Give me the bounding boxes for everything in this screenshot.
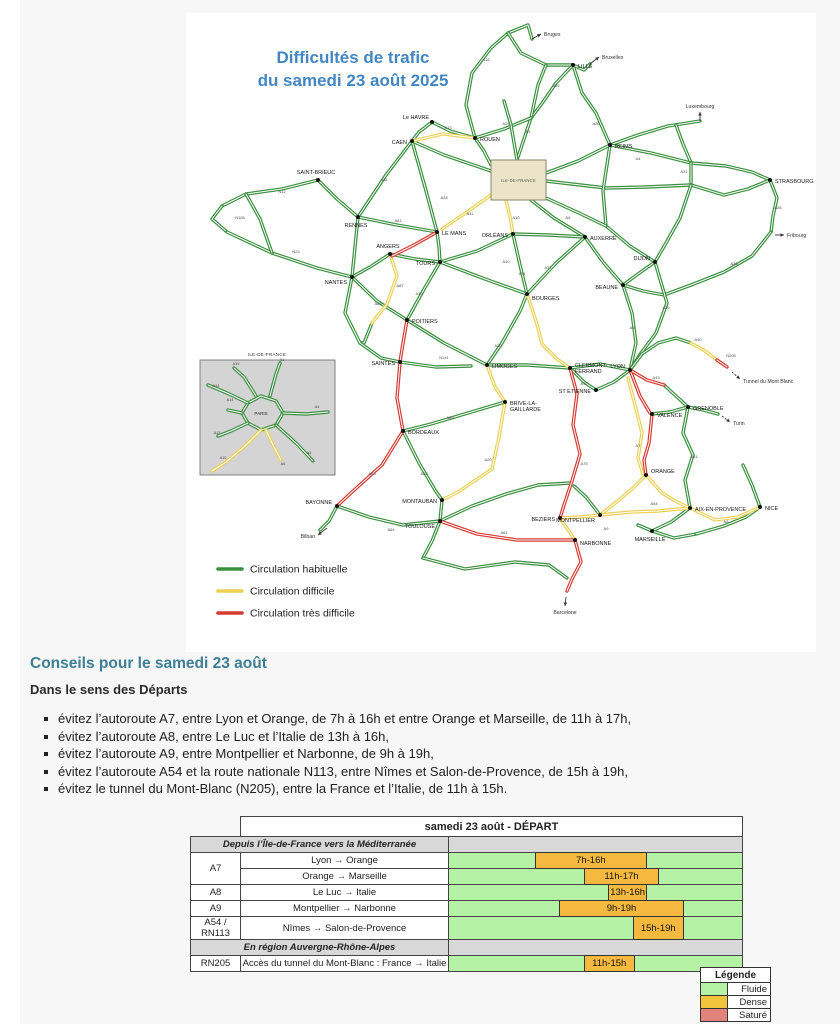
road-core <box>717 360 727 367</box>
road-number-label: A4 <box>635 156 641 161</box>
city-dot <box>571 63 575 67</box>
road-number-label: A29 <box>502 121 510 126</box>
city-label: ORANGE <box>651 469 675 475</box>
road-core <box>527 294 570 368</box>
table-date-header: samedi 23 août - DÉPART <box>241 817 743 837</box>
road-number-label: A20 <box>484 457 492 462</box>
external-arrow-icon <box>722 416 730 422</box>
city-dot <box>583 235 587 239</box>
dense-period-label: 11h-15h <box>592 958 627 969</box>
road-core <box>664 232 771 295</box>
journey-cell: Nîmes → Salon-de-Provence <box>241 917 449 940</box>
road-number-label: A10 <box>415 291 423 296</box>
city-dot <box>568 366 572 370</box>
external-destination-label: Luxembourg <box>685 104 715 110</box>
city-dot <box>688 506 692 510</box>
city-label: TOULOUSE <box>404 524 435 530</box>
route-cell: A54 / RN113 <box>191 917 241 940</box>
road <box>487 294 527 365</box>
road <box>440 483 571 521</box>
inset-paris-label: PARIS <box>254 411 268 416</box>
city-label: BEZIERS <box>531 517 555 523</box>
external-arrow-icon <box>590 57 599 64</box>
road-number-label: A61 <box>500 530 508 535</box>
dense-period-block <box>559 900 684 917</box>
city-dot <box>356 215 360 219</box>
road-number-label: A6 <box>629 325 635 330</box>
road <box>487 365 505 402</box>
road <box>691 163 770 180</box>
road-number-label: A10 <box>502 259 510 264</box>
road-number-label: A36 <box>730 261 738 266</box>
road-number-label: A40 <box>694 337 702 342</box>
advice-bullet: évitez l’autoroute A7, entre Lyon et Orange, de 7h à 16h et entre Orange et Marseille, de 11h à 17h, <box>44 710 800 728</box>
road <box>664 232 771 295</box>
road-number-label: A81 <box>394 218 402 223</box>
city-label: LYON <box>610 364 625 370</box>
road-core <box>440 483 571 521</box>
table-row <box>191 901 743 917</box>
city-dot <box>485 363 489 367</box>
map-title <box>222 47 484 93</box>
table-legend-label: Saturé <box>728 1009 771 1022</box>
city-label: TOURS <box>415 261 435 267</box>
city-dot <box>438 260 442 264</box>
road-number-label: A63 <box>368 471 376 476</box>
table-legend <box>700 967 771 1022</box>
road-number-label: N24 <box>292 249 300 254</box>
road-number-label: N205 <box>726 353 736 358</box>
road-core <box>222 180 318 206</box>
table-legend-swatch <box>701 996 728 1009</box>
city-label: NICE <box>765 506 779 512</box>
city-label: MONTAUBAN <box>402 499 437 505</box>
road-number-label: A87 <box>396 283 404 288</box>
inset-road-label: A1 <box>279 358 285 362</box>
city-dot <box>401 429 405 433</box>
table-legend-swatch <box>701 1009 728 1022</box>
city-label: ANGERS <box>376 244 400 250</box>
inset-road-label: A14 <box>226 398 234 402</box>
dense-period-label: 11h-17h <box>604 871 639 882</box>
city-dot <box>653 260 657 264</box>
road-number-label: A13 <box>444 125 452 130</box>
road <box>227 232 352 277</box>
road <box>508 33 573 65</box>
table-row <box>191 956 743 972</box>
city-dot <box>768 178 772 182</box>
city-dot <box>438 519 442 523</box>
table-legend-label: Dense <box>728 996 771 1009</box>
external-destination-label: Bilbao <box>300 534 315 540</box>
city-dot <box>628 368 632 372</box>
map-title-line1: Difficultés de trafic <box>276 48 430 67</box>
road <box>691 180 770 195</box>
city-dot <box>644 473 648 477</box>
road-core <box>623 262 655 285</box>
inset-road-label: A5 <box>306 451 312 455</box>
road-number-label: A71 <box>518 271 526 276</box>
city-label: LE MANS <box>442 231 467 237</box>
road-number-label: A25 <box>552 83 560 88</box>
city-label: REIMS <box>615 144 633 150</box>
road-core <box>517 65 573 160</box>
city-dot <box>388 252 392 256</box>
road <box>320 506 337 530</box>
timeline-cell <box>449 869 743 885</box>
city-label: MONTPELLIER <box>556 518 595 524</box>
city-label: CAEN <box>391 140 407 146</box>
table-row <box>191 869 743 885</box>
road-core <box>513 234 527 294</box>
road-number-label: A16 <box>482 57 490 62</box>
road <box>546 181 691 188</box>
inset-road-label: A15 <box>232 362 240 366</box>
city-label: DIJON <box>633 256 650 262</box>
road <box>337 506 440 525</box>
road-number-label: N165 <box>235 215 245 220</box>
road-number-label: A9 <box>603 526 609 531</box>
city-dot <box>398 360 402 364</box>
road <box>397 362 403 431</box>
city-dot <box>758 505 762 509</box>
advice-bullet: évitez l’autoroute A54 et la route nationale N113, entre Nîmes et Salon-de-Provence, de 15h à 19h, <box>44 763 800 781</box>
table-legend-row <box>701 1009 771 1022</box>
road-core <box>440 262 527 294</box>
traffic-map-panel <box>186 13 816 652</box>
dense-period-label: 15h-19h <box>640 922 676 934</box>
external-destination-label: Bruxelles <box>602 55 624 61</box>
city-dot <box>350 275 354 279</box>
city-dot <box>598 513 602 517</box>
road-core <box>546 198 606 226</box>
table-row <box>191 885 743 901</box>
dense-period-block <box>535 852 647 869</box>
dense-period-label: 7h-16h <box>576 855 606 866</box>
idf-map-box-label: ILE-DE-FRANCE <box>501 178 536 183</box>
inset-road-label: A12 <box>213 431 221 435</box>
city-label: MARSEILLE <box>634 537 666 543</box>
city-label: AIX-EN-PROVENCE <box>695 507 747 513</box>
advice-bullet: évitez l’autoroute A9, entre Montpellier et Narbonne, de 9h à 19h, <box>44 745 800 763</box>
city-label: ORLÉANS <box>481 233 508 239</box>
city-dot <box>594 388 598 392</box>
city-dot <box>410 139 414 143</box>
city-label: Le HAVRE <box>402 115 429 121</box>
city-label: LILLE <box>578 64 593 70</box>
timeline-cell <box>449 853 743 869</box>
city-dot <box>573 538 577 542</box>
road-number-label: A51 <box>690 454 698 459</box>
table-legend-row <box>701 996 771 1009</box>
city-dot <box>335 504 339 508</box>
timeline-cell <box>449 917 743 940</box>
road-number-label: A28 <box>440 195 448 200</box>
table-section-label: En région Auvergne-Rhône-Alpes <box>191 940 449 956</box>
timeline-cell <box>449 885 743 901</box>
advice-subheading: Dans le sens des Départs <box>30 682 188 697</box>
road-number-label: A77 <box>544 265 552 270</box>
timeline-cell <box>449 956 743 972</box>
road-number-label: A6 <box>565 215 571 220</box>
dense-period-label: 13h-16h <box>610 887 646 898</box>
journey-cell: Accès du tunnel du Mont-Blanc : France → Italie <box>241 956 449 972</box>
city-dot <box>608 143 612 147</box>
external-arrow-icon <box>732 372 740 379</box>
table-legend-row <box>701 983 771 996</box>
city-dot <box>440 498 444 502</box>
city-label: GRENOBLE <box>693 406 724 412</box>
advice-bullet: évitez l’autoroute A8, entre Le Luc et l’Italie de 13h à 16h, <box>44 728 800 746</box>
road-number-label: N141 <box>439 355 449 360</box>
city-dot <box>511 232 515 236</box>
city-label: RENNES <box>344 223 368 229</box>
road-core <box>600 508 690 515</box>
city-label: BORDEAUX <box>408 430 439 436</box>
map-legend-label: Circulation très difficile <box>250 607 355 620</box>
city-dot <box>503 400 507 404</box>
road <box>610 121 700 145</box>
dense-period-block <box>584 955 635 972</box>
road-number-label: A26 <box>592 121 600 126</box>
table-legend-label: Fluide <box>728 983 771 996</box>
city-dot <box>686 405 690 409</box>
table-row <box>191 940 743 956</box>
france-traffic-map <box>186 13 816 652</box>
external-destination-label: Bruges <box>544 32 561 38</box>
road-core <box>412 141 437 232</box>
road <box>630 262 667 370</box>
city-label: SAINT-BRIEUC <box>296 170 336 176</box>
external-arrow-icon <box>565 597 566 606</box>
road-number-label: A64 <box>387 527 395 532</box>
city-label: VALENCE <box>657 413 683 419</box>
road-number-label: A10 <box>512 215 520 220</box>
route-cell: A8 <box>191 885 241 901</box>
idf-inset-title: ILE-DE-FRANCE <box>247 352 287 357</box>
table-row <box>191 917 743 940</box>
road-core <box>664 385 688 407</box>
city-label: AUXERRE <box>590 236 617 242</box>
road <box>360 323 372 343</box>
road-core <box>638 525 652 531</box>
inset-road-label: A10 <box>219 456 227 460</box>
road-number-label: A11 <box>466 211 474 216</box>
road-number-label: A72 <box>580 381 588 386</box>
road-core <box>227 232 352 277</box>
external-destination-label: Turin <box>733 421 745 427</box>
city-dot <box>621 283 625 287</box>
road <box>517 65 573 160</box>
road-number-label: A89 <box>446 415 454 420</box>
journey-cell: Montpellier → Narbonne <box>241 901 449 917</box>
timeline-cell <box>449 901 743 917</box>
city-label: NARBONNE <box>580 541 612 547</box>
city-label: POITIERS <box>412 319 438 325</box>
road-number-label: A20 <box>494 343 502 348</box>
table-section-filler <box>449 940 743 956</box>
road-number-label: A31 <box>680 169 688 174</box>
road-core <box>423 558 567 578</box>
road-core <box>407 262 440 320</box>
dense-period-block <box>608 884 647 901</box>
map-title-line2: du samedi 23 août 2025 <box>257 70 449 90</box>
city-label: BOURGES <box>532 296 560 302</box>
road-number-label: A1 <box>525 129 531 134</box>
road-number-label: A84 <box>380 177 388 182</box>
city-dot <box>473 136 477 140</box>
road <box>403 431 442 500</box>
external-destination-label: Tunnel du Mont Blanc <box>743 379 794 385</box>
road-number-label: A8 <box>723 519 729 524</box>
journey-cell: Orange → Marseille <box>241 869 449 885</box>
road <box>337 431 403 506</box>
road-number-label: N12 <box>278 189 286 194</box>
city-dot <box>650 412 654 416</box>
advice-list <box>30 710 800 798</box>
road-number-label: A75 <box>580 461 588 466</box>
table-row <box>191 837 743 853</box>
table-section-filler <box>449 837 743 853</box>
dense-period-block <box>584 868 660 885</box>
city-dot <box>525 292 529 296</box>
route-cell: A7 <box>191 853 241 885</box>
road-number-label: A83 <box>374 301 382 306</box>
city-label: LIMOGES <box>492 364 518 370</box>
city-label: STRASBOURG <box>775 179 814 185</box>
city-dot <box>430 120 434 124</box>
city-dot <box>435 230 439 234</box>
table-section-label: Depuis l’Île-de-France vers la Méditerranée <box>191 837 449 853</box>
road-core <box>400 320 407 362</box>
advice-bullet: évitez le tunnel du Mont-Blanc (N205), entre la France et l’Italie, de 11h à 15h. <box>44 780 800 798</box>
table-row <box>191 853 743 869</box>
external-destination-label: Fribourg <box>787 233 807 239</box>
city-label: BAYONNE <box>305 500 332 506</box>
city-dot <box>650 529 654 533</box>
city-dot <box>405 318 409 322</box>
dense-period-label: 9h-19h <box>606 903 637 914</box>
external-destination-label: Barcelone <box>553 610 577 616</box>
city-label: BRIVE-LA-GAILLARDE <box>510 401 541 413</box>
road-number-label: A62 <box>420 471 428 476</box>
inset-road-label: A6 <box>280 462 286 466</box>
city-label: BEAUNE <box>595 285 618 291</box>
advice-section <box>30 655 800 798</box>
inset-road-label: A4 <box>314 405 320 409</box>
departure-schedule-table <box>190 816 743 972</box>
road <box>655 185 691 262</box>
road <box>546 145 610 173</box>
road-number-label: A43 <box>652 375 660 380</box>
route-cell: RN205 <box>191 956 241 972</box>
road-number-label: A7 <box>635 443 641 448</box>
road-number-label: A39 <box>662 305 670 310</box>
road <box>527 294 570 368</box>
dense-period-block <box>633 916 684 940</box>
city-label: NANTES <box>324 280 347 286</box>
journey-cell: Lyon → Orange <box>241 853 449 869</box>
road-number-label: A54 <box>650 501 658 506</box>
city-label: CLERMONT-FERRAND <box>575 363 608 375</box>
external-arrow-icon <box>532 34 541 39</box>
table-corner-blank <box>191 817 241 837</box>
route-cell: A9 <box>191 901 241 917</box>
journey-cell: Le Luc → Italie <box>241 885 449 901</box>
road <box>423 558 567 578</box>
road-core <box>676 125 691 163</box>
table-legend-swatch <box>701 983 728 996</box>
city-label: SAINTES <box>371 361 395 367</box>
road-number-label: A35 <box>774 205 782 210</box>
map-legend-label: Circulation difficile <box>250 585 335 598</box>
table-legend-title: Légende <box>701 968 771 983</box>
city-label: ROUEN <box>480 137 500 143</box>
map-legend-label: Circulation habituelle <box>250 563 348 576</box>
city-dot <box>316 178 320 182</box>
road <box>527 237 585 294</box>
city-label: ST ETIENNE <box>558 389 591 395</box>
advice-heading: Conseils pour le samedi 23 août <box>30 655 267 672</box>
inset-road-label: A13 <box>212 384 220 388</box>
